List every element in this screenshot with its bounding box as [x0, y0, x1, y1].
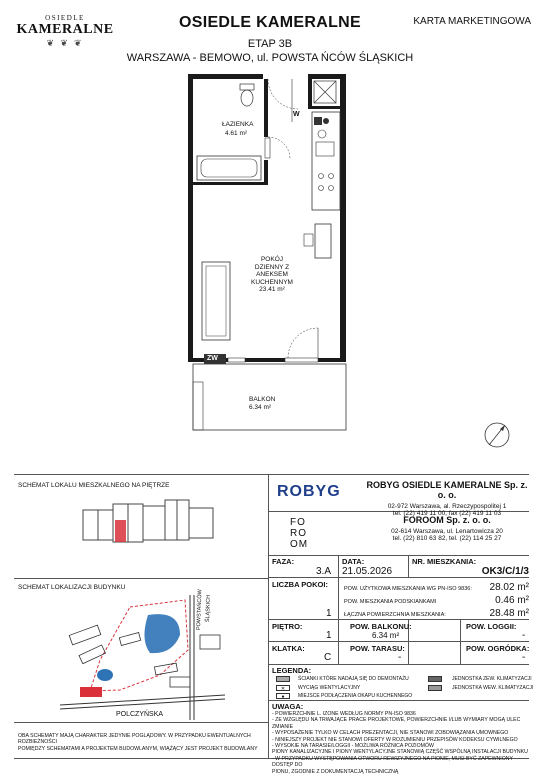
divider	[268, 555, 529, 556]
divider	[14, 578, 268, 579]
disclaimer	[18, 733, 263, 752]
compass-icon	[482, 420, 512, 450]
notes-title: UWAGA:	[272, 702, 304, 711]
demolition-wall-icon	[276, 676, 290, 682]
logo-ornament: ❦ ❦ ❦	[46, 38, 84, 48]
street-label-1: POLCZYŃSKA	[116, 711, 164, 718]
divider	[268, 700, 529, 701]
developer-logo	[16, 14, 114, 49]
room-label-line-3: KUCHENNYM	[251, 278, 293, 286]
bathroom-area: 4.61 m²	[225, 130, 248, 137]
garden-value: -	[522, 652, 526, 663]
room-label-line-1: POKÓJ DZIENNY Z	[254, 256, 290, 271]
balcony-label: BALKON	[249, 396, 276, 403]
disclaimer-line-2: POMIĘDZY SCHEMATAMI A PROJEKTEM BUDOWLANYM, WIĄŻĄCY JEST PROJEKT BUDOWLANY	[18, 745, 258, 752]
stairwell-value: C	[324, 652, 332, 663]
floor-scheme	[78, 492, 218, 562]
phase-value: 3.A	[316, 566, 332, 577]
page-title: OSIEDLE KAMERALNE	[179, 14, 361, 31]
stage-label: ETAP 3B	[247, 38, 293, 50]
location-scheme-title: SCHEMAT LOKALIZACJI BUDYNKU	[18, 584, 126, 591]
note-line: - WYSOKIE NA TARASIE/LOGGII - MOŻLIWA RÓŻNICA POZIOMÓW	[272, 743, 434, 750]
street-label-2a: POWSTAŃCÓW	[196, 589, 204, 631]
legend-item-5: JEDNOSTKA WEW. KLIMATYZACJI	[452, 685, 534, 691]
foroom-logo	[290, 517, 308, 550]
divider	[268, 641, 529, 642]
foroom-logo-line-1: FO	[290, 517, 306, 528]
foroom-info	[362, 515, 532, 542]
note-line: PIONU, ZGODNIE Z DOKUMENTACJĄ TECHNICZNĄ	[272, 768, 399, 775]
note-line: - WYPOSAŻENIE TYLKO W CELACH PREZENTACJI, NIE STANOWI ZOBOWIĄZANIA UMOWNEGO	[272, 730, 509, 737]
rooms-value: 1	[326, 608, 332, 619]
stairwell-label: KLATKA:	[272, 644, 305, 653]
room-label-line-2: ANEKSEM	[256, 271, 288, 278]
ac-outdoor-marker: ZW	[207, 355, 218, 362]
divider	[268, 577, 529, 578]
total-area-value: 28.48 m²	[489, 608, 529, 619]
note-line: - ZE WZGLĘDU NA TRWAJĄCE PRACE PROJEKTOWE, POWIERZCHNIE I/LUB WYMIARY MOGĄ ULEC ZMIANIE	[272, 717, 521, 730]
robyg-info	[362, 480, 532, 517]
total-area-label: ŁĄCZNA POWIERZCHNIA MIESZKANIA:	[344, 612, 446, 618]
notes-list	[272, 711, 532, 775]
balcony-area-label: POW. BALKONU:	[350, 622, 412, 631]
robyg-address: 02-972 Warszawa, al. Rzeczypospolitej 1	[387, 503, 507, 510]
legend-item-2: WYCIĄG WENTYLACYJNY	[298, 685, 361, 691]
divider	[14, 722, 268, 723]
date-value: 21.05.2026	[342, 566, 393, 577]
legend-item-4: JEDNOSTKA ZEW. KLIMATYZACJI	[452, 676, 532, 682]
note-line: - POWIERZCHNIE L. IZONE WEDŁUG NORMY PN-ISO 9836	[272, 711, 416, 717]
balcony-area: 6.34 m²	[249, 404, 272, 411]
ventilation-icon: ✕	[276, 685, 290, 691]
robyg-phone: tel. (22) 419 11 00, fax (22) 419 11 03	[392, 510, 502, 517]
logo-small-text: OSIEDLE	[45, 14, 85, 22]
divider	[408, 555, 409, 577]
rooms-label: LICZBA POKOI:	[272, 580, 328, 589]
divider	[14, 474, 529, 475]
foroom-address: 02-614 Warszawa, ul. Lenartowicza 20	[391, 528, 503, 535]
phase-label: FAZA:	[272, 557, 295, 566]
divider	[268, 474, 269, 758]
note-line: - NINIEJSZY PROJEKT NIE STANOWI OFERTY W ROZUMIENIU PRZEPISÓW KODEKSU CYWILNEGO	[272, 736, 518, 743]
divider	[460, 619, 461, 664]
robyg-name: ROBYG OSIEDLE KAMERALNE Sp. z. o. o.	[366, 480, 528, 500]
apartment-no-label: NR. MIESZKANIA:	[412, 557, 477, 566]
logo-big-text: KAMERALNE	[16, 22, 114, 37]
date-label: DATA:	[342, 557, 365, 566]
foroom-logo-line-3: OM	[290, 539, 309, 550]
note-line: PIONY KANALIZACYJNE I PIONY WENTYLACYJNE STANOWIĄ CZĘŚĆ WSPÓLNĄ INSTALACJI BUDYNKU	[272, 749, 528, 756]
foroom-phone: tel. (22) 810 63 82, tel. (22) 114 25 27	[392, 535, 502, 542]
terrace-value: -	[398, 652, 402, 663]
foroom-name: FOROOM Sp. z. o. o.	[403, 515, 491, 525]
street-label-2b: ŚLĄSKICH	[205, 594, 212, 623]
floor-value: 1	[326, 630, 332, 641]
note-line: - W PRZYPADKU WYSTĘPOWANIA OTWORU REWIZYJNEGO NA PIONIE, MUSI BYĆ ZAPEWNIONY DOSTĘP DO	[272, 755, 513, 769]
garden-label: POW. OGRÓDKA:	[466, 644, 530, 653]
ac-outdoor-icon	[428, 676, 442, 682]
divider	[338, 555, 339, 664]
slope-area-label: POW. MIESZKANIA PODSKIANKAMI	[344, 599, 437, 605]
balcony-area-value: 6.34 m²	[372, 631, 400, 640]
doc-type-label: KARTA MARKETINGOWA	[413, 16, 531, 27]
bathroom-label: ŁAZIENKA	[222, 121, 254, 128]
room-area: 23.41 m²	[259, 286, 285, 293]
floor-label: PIĘTRO:	[272, 622, 303, 631]
slope-area-value: 0.46 m²	[495, 595, 529, 606]
divider	[268, 619, 529, 620]
ventilation-marker: W	[293, 111, 300, 118]
loggia-label: POW. LOGGII:	[466, 622, 517, 631]
usable-area-label: POW. UŻYTKOWA MIESZKANIA WG PN-ISO 9836:	[344, 586, 472, 592]
room-label	[246, 256, 298, 294]
floor-scheme-title: SCHEMAT LOKALU MIESZKALNEGO NA PIĘTRZE	[18, 482, 170, 489]
legend-item-3: MIEJSCE PODŁĄCZENIA OKAPU KUCHENNEGO	[298, 693, 413, 699]
divider	[268, 664, 529, 665]
legend-item-1: ŚCIANKI KTÓRE NADAJĄ SIĘ DO DEMONTAŻU	[298, 676, 409, 682]
legend-title: LEGENDA:	[272, 666, 312, 675]
ac-indoor-icon	[428, 685, 442, 691]
apartment-no-value: OK3/C/1/3	[481, 566, 529, 577]
terrace-label: POW. TARASU:	[350, 644, 405, 653]
usable-area-value: 28.02 m²	[489, 582, 529, 593]
hood-connection-icon: ●	[276, 693, 290, 699]
robyg-logo: ROBYG	[277, 483, 341, 500]
disclaimer-line-1: OBA SCHEMATY MAJĄ CHARAKTER JEDYNIE POGLĄDOWY. W PRZYPADKU EWENTUALNYCH ROZBIEŻNOŚCI	[18, 733, 251, 746]
address-label: WARSZAWA - BEMOWO, ul. POWSTA ŃCÓW ŚLĄSKICH	[126, 52, 414, 64]
foroom-logo-line-2: RO	[290, 528, 307, 539]
loggia-value: -	[522, 630, 526, 641]
